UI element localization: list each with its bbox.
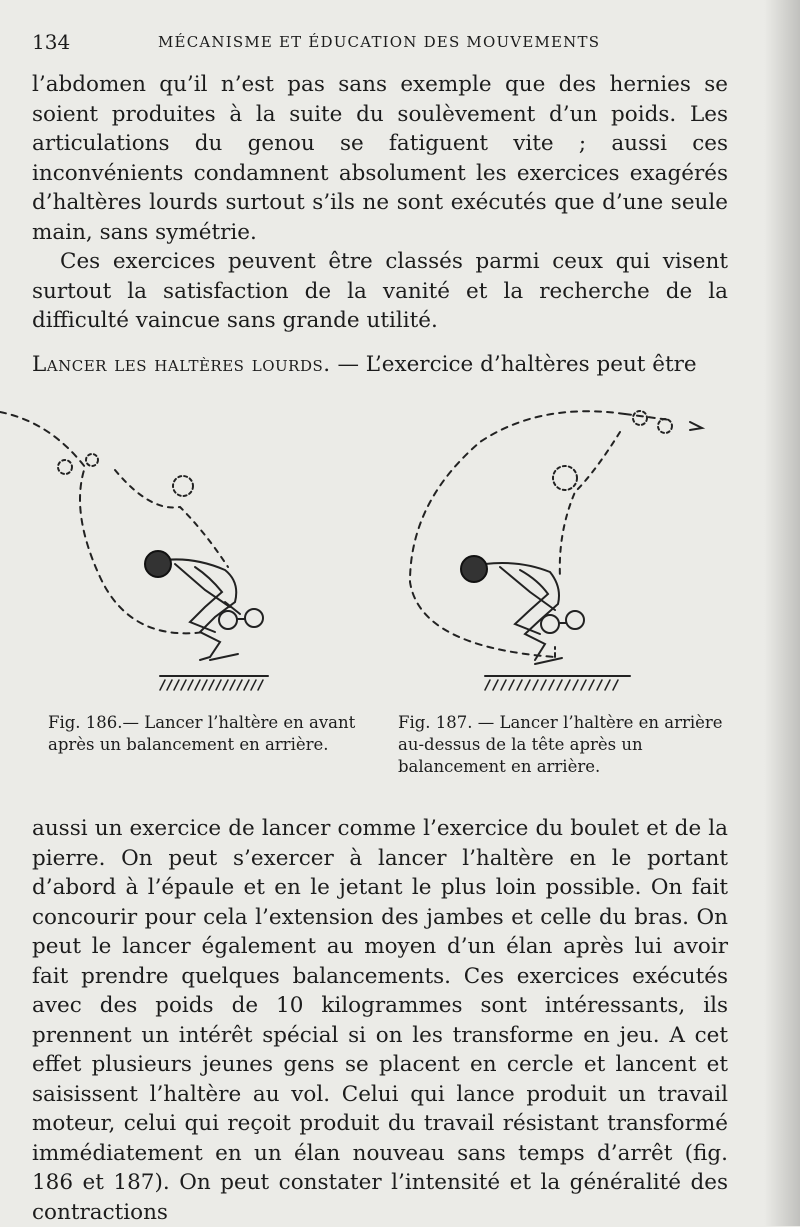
section-title: Lancer les haltères lourds. xyxy=(32,352,331,377)
figure-187 xyxy=(390,392,730,778)
running-head: MÉCANISME ET ÉDUCATION DES MOUVEMENTS xyxy=(158,33,601,51)
section-throwing-dumbbells xyxy=(32,350,728,380)
top-text-block xyxy=(32,70,728,336)
figure-186-caption: Fig. 186.— Lancer l’haltère en avant après un balancement en arrière. xyxy=(48,713,356,754)
paragraph-throwing: aussi un exercice de lancer comme l’exercice du boulet et de la pierre. On peut s’exercer à lancer l’haltère en le portant d’abord à l’épaule et en le jetant le plus loin possible. On fait concourir pour cela l’extension des jambes et celle du bras. On peut le lancer également au moyen d’un élan après lui avoir fait prendre quelques balancements. Ces exercices exécutés avec des poids de 10 kilogrammes sont intéressants, ils prennent un intérêt spécial si on les transforme en jeu. A cet effet plusieurs jeunes gens se placent en cercle et lancent et saisissent l’haltère au vol. Celui qui lance produit un travail moteur, celui qui reçoit produit du travail résistant transformé immédiatement en un élan nouveau sans temps d’arrêt (fig. 186 et 187). On peut constater l’intensité et la généralité des contractions xyxy=(32,816,728,1225)
page-edge-shadow xyxy=(764,0,800,1226)
figure-186-illustration xyxy=(0,392,400,712)
section-intro: — L’exercice d’haltères peut être xyxy=(330,352,697,377)
figure-187-illustration xyxy=(390,392,730,712)
page-header xyxy=(32,30,722,58)
figure-187-caption: Fig. 187. — Lancer l’haltère en arrière au-dessus de la tête après un balancement en arrière. xyxy=(398,713,723,776)
paragraph-continued: l’abdomen qu’il n’est pas sans exemple que des hernies se soient produites à la suite du soulèvement d’un poids. Les articulations du genou se fatiguent vite ; aussi ces inconvénients condamnent absolument les exercices exagérés d’haltères lourds surtout s’ils ne sont exécutés que d’une seule main, sans symétrie. xyxy=(32,72,728,245)
paragraph-vanity: Ces exercices peuvent être classés parmi ceux qui visent surtout la satisfaction de la vanité et la recherche de la difficulté vaincue sans grande utilité. xyxy=(32,249,728,333)
bottom-text-block xyxy=(32,814,728,1227)
figure-186 xyxy=(0,392,400,756)
page-number: 134 xyxy=(32,30,71,54)
